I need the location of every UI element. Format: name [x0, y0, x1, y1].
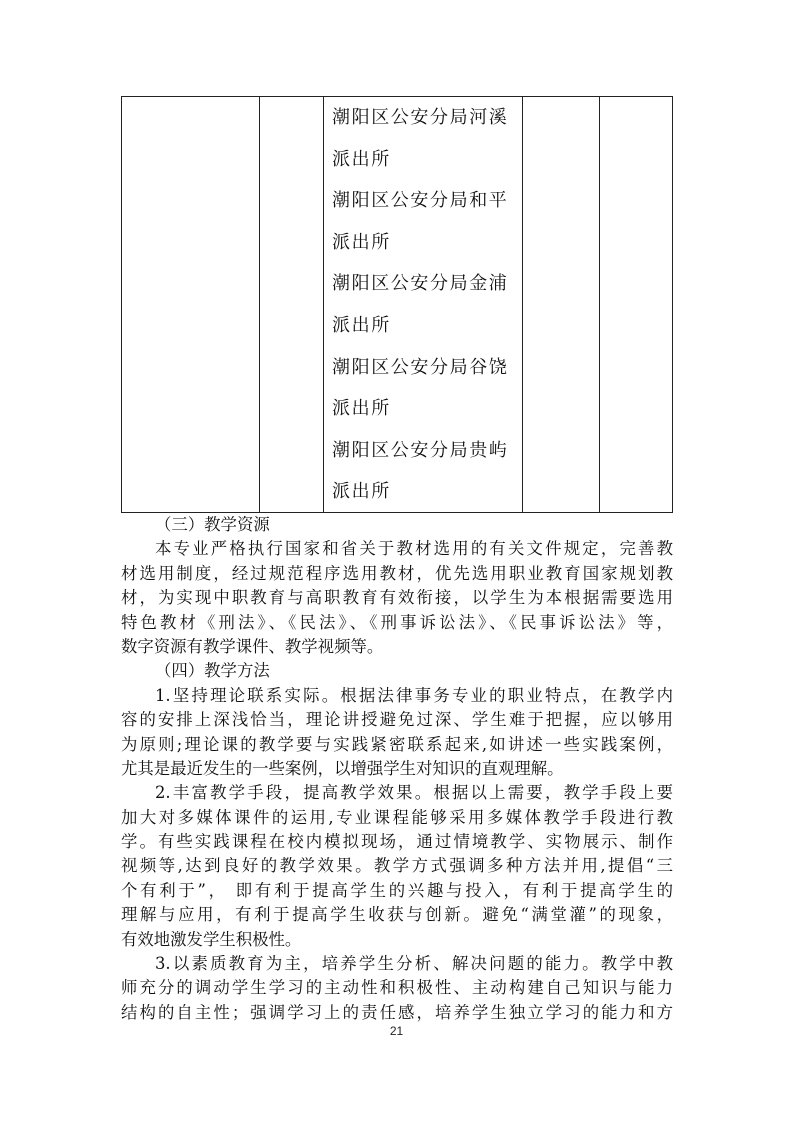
paragraph-line: 结构的自主性；强调学习上的责任感，培养学生独立学习的能力和方 — [121, 1002, 673, 1022]
table-cell-line: 潮阳区公安分局河溪 — [332, 107, 509, 128]
table-column-divider — [522, 97, 523, 512]
table-cell-line: 派出所 — [332, 481, 391, 503]
paragraph-teaching-resources — [121, 537, 673, 659]
table-column-divider — [599, 97, 600, 512]
paragraph-line: 材选用制度，经过规范程序选用教材，优先选用职业教育国家规划教 — [121, 563, 673, 583]
table-cell-line: 派出所 — [332, 398, 391, 420]
table-cell-line: 派出所 — [332, 314, 391, 336]
table-cell-line: 潮阳区公安分局谷饶 — [332, 356, 509, 378]
paragraph-line: 视频等,达到良好的教学效果。教学方式强调多种方法并用,提倡“三 — [121, 856, 673, 876]
table-column-divider — [259, 97, 260, 512]
page-number: 21 — [389, 1024, 404, 1038]
body-content — [121, 513, 673, 1025]
table-cell-line: 潮阳区公安分局金浦 — [332, 273, 509, 295]
paragraph-line: 1.坚持理论联系实际。根据法律事务专业的职业特点，在教学内 — [155, 685, 673, 705]
institution-table — [121, 96, 673, 513]
paragraph-line: 学。有些实践课程在校内模拟现场，通过情境教学、实物展示、制作 — [121, 832, 673, 852]
paragraph-line: 2.丰富教学手段，提高教学效果。根据以上需要，教学手段上要 — [155, 783, 673, 803]
paragraph-line: 容的安排上深浅恰当，理论讲授避免过深、学生难于把握，应以够用 — [121, 710, 673, 730]
paragraph-line: 理解与应用，有利于提高学生收获与创新。避免“满堂灌”的现象， — [121, 905, 673, 925]
section-heading-teaching-resources: （三）教学资源 — [155, 515, 270, 534]
table-cell-units — [332, 97, 522, 513]
paragraph-line: 特色教材《刑法》、《民法》、《刑事诉讼法》、《民事诉讼法》等， — [121, 612, 673, 632]
paragraph-teaching-means — [121, 781, 673, 952]
paragraph-line: 尤其是最近发生的一些案例，以增强学生对知识的直观理解。 — [121, 758, 564, 778]
paragraph-line: 师充分的调动学生学习的主动性和积极性、主动构建自己知识与能力 — [121, 978, 673, 998]
paragraph-line: 3.以素质教育为主，培养学生分析、解决问题的能力。教学中教 — [155, 954, 673, 974]
table-cell-line: 派出所 — [332, 231, 391, 253]
table-cell-line: 派出所 — [332, 148, 391, 170]
paragraph-line: 本专业严格执行国家和省关于教材选用的有关文件规定，完善教 — [155, 539, 673, 559]
section-heading-teaching-methods: （四）教学方法 — [155, 661, 270, 681]
paragraph-quality-education — [121, 952, 673, 1025]
table-cell-line: 潮阳区公安分局贵屿 — [332, 439, 509, 461]
paragraph-line: 材，为实现中职教育与高职教育有效衔接，以学生为本根据需要选用 — [121, 588, 673, 608]
paragraph-line: 数字资源有教学课件、教学视频等。 — [121, 636, 384, 656]
table-cell-line: 潮阳区公安分局和平 — [332, 190, 509, 212]
paragraph-line: 为原则;理论课的教学要与实践紧密联系起来,如讲述一些实践案例， — [121, 734, 673, 754]
paragraph-line: 有效地激发学生积极性。 — [121, 929, 302, 949]
paragraph-theory-practice — [121, 684, 673, 782]
table-column-divider — [323, 97, 324, 512]
paragraph-line: 加大对多媒体课件的运用,专业课程能够采用多媒体教学手段进行教 — [121, 807, 673, 827]
paragraph-line: 个有利于”， 即有利于提高学生的兴趣与投入，有利于提高学生的 — [121, 880, 673, 900]
